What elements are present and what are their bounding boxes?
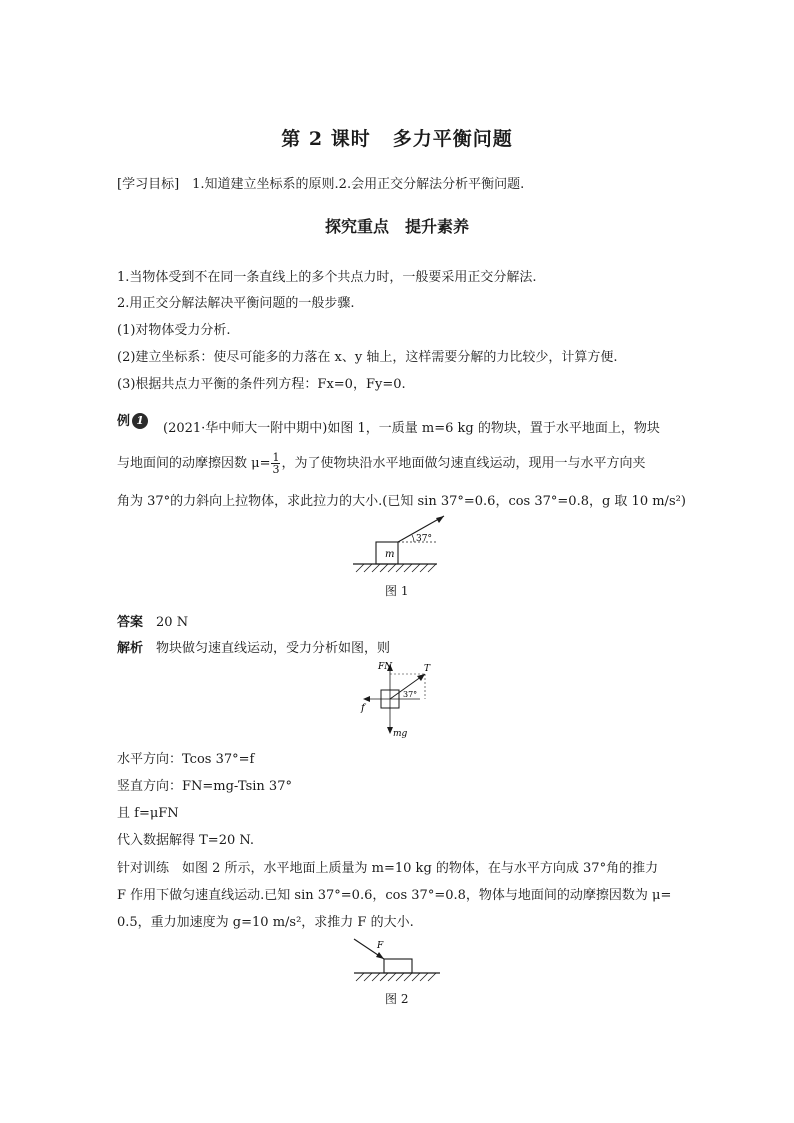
point-2: 2.用正交分解法解决平衡问题的一般步骤. <box>117 296 355 311</box>
practice-line-1: 针对训练 如图 2 所示，水平地面上质量为 m=10 kg 的物体，在与水平方向成 37°角的推力 <box>117 861 659 876</box>
example-line-2: 与地面间的动摩擦因数 μ= $\frac{1}{3}$ ，为了使物块沿水平地面做匀速直线运动，现用一与水平方向夹 <box>117 451 646 476</box>
answer: 答案 20 N <box>117 615 189 630</box>
learning-objectives: [学习目标] 1.知道建立坐标系的原则.2.会用正交分解法分析平衡问题. <box>117 177 525 192</box>
point-2-step-1: (1)对物体受力分析. <box>117 323 231 338</box>
point-1: 1.当物体受到不在同一条直线上的多个共点力时，一般要采用正交分解法. <box>117 270 537 285</box>
block-label: m <box>385 549 395 560</box>
practice-line-2: F 作用下做匀速直线运动.已知 sin 37°=0.6，cos 37°=0.8，物体与地面间的动摩擦因数为 μ= <box>117 888 672 903</box>
section-heading: 探究重点 提升素养 <box>324 217 470 236</box>
fbd-angle-label: 37° <box>403 690 418 699</box>
eq-vertical: 竖直方向：FN=mg-Tsin 37° <box>117 779 292 794</box>
mg-label: mg <box>393 729 408 739</box>
eq-friction: 且 f=μFN <box>117 806 179 821</box>
example-heading: 例 1 <box>117 410 148 429</box>
figure-2-caption: 图 2 <box>385 992 409 1006</box>
analysis: 解析 物块做匀速直线运动，受力分析如图，则 <box>117 641 391 656</box>
fn-label: FN <box>378 662 393 672</box>
eq-horizontal: 水平方向：Tcos 37°=f <box>117 752 255 767</box>
pushed-block <box>384 959 412 973</box>
point-2-step-2: (2)建立坐标系：使尽可能多的力落在 x、y 轴上，这样需要分解的力比较少，计算方便. <box>117 350 618 365</box>
free-body-diagram <box>355 658 445 740</box>
example-line-3: 角为 37°的力斜向上拉物体，求此拉力的大小.(已知 sin 37°=0.6，cos 37°=0.8，g 取 10 m/s²) <box>117 494 686 509</box>
figure-2 <box>350 935 445 987</box>
page-title: 第 2 课时 多力平衡问题 <box>281 128 513 150</box>
figure-1-caption: 图 1 <box>385 584 409 598</box>
t-label: T <box>424 664 431 674</box>
eq-result: 代入数据解得 T=20 N. <box>117 833 255 848</box>
point-2-step-3: (3)根据共点力平衡的条件列方程：Fx=0，Fy=0. <box>117 377 406 392</box>
figure-1 <box>350 510 450 580</box>
f-label: f <box>361 703 365 714</box>
practice-line-3: 0.5，重力加速度为 g=10 m/s²，求推力 F 的大小. <box>117 915 414 930</box>
angle-label: 37° <box>416 534 432 544</box>
mu-fraction: $\frac{1}{3}$ <box>272 451 280 476</box>
force-label: F <box>377 941 384 951</box>
example-line-1: (2021·华中师大一附中期中)如图 1，一质量 m=6 kg 的物块，置于水平地面上，物块 <box>163 421 660 436</box>
example-number-badge: 1 <box>132 413 148 429</box>
